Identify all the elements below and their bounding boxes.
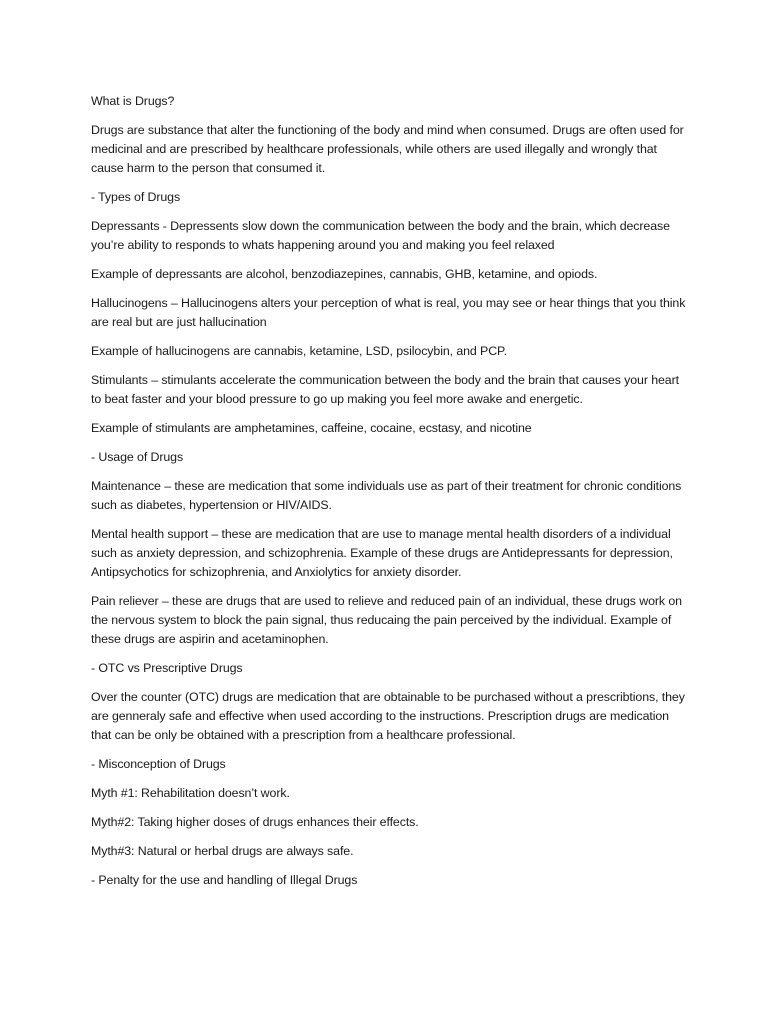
section-heading-usage: - Usage of Drugs [91,450,184,464]
stimulants-example-paragraph: Example of stimulants are amphetamines, caffeine, cocaine, ecstasy, and nicotine [91,421,532,435]
section-heading-penalty: - Penalty for the use and handling of Illegal Drugs [91,873,358,887]
document-title: What is Drugs? [91,94,175,108]
myth-1: Myth #1: Rehabilitation doesn’t work. [91,786,290,800]
hallucinogens-paragraph: Hallucinogens – Hallucinogens alters your perception of what is real, you may see or hear things that you think are real but are just hallucination [91,296,686,329]
depressants-example-paragraph: Example of depressants are alcohol, benzodiazepines, cannabis, GHB, ketamine, and opiods. [91,267,598,281]
otc-paragraph: Over the counter (OTC) drugs are medication that are obtainable to be purchased without a prescribtions, they are genneraly safe and effective when used according to the instructions. Prescription drugs are medication that can be only be obtained with a prescription from a healthcare professional. [91,690,685,742]
myth-3: Myth#3: Natural or herbal drugs are always safe. [91,844,354,858]
intro-paragraph: Drugs are substance that alter the functioning of the body and mind when consumed. Drugs are often used for medicinal and are prescribed by healthcare professionals, while others are used illegally and wrongly that cause harm to the person that consumed it. [91,123,684,175]
myth-2: Myth#2: Taking higher doses of drugs enhances their effects. [91,815,419,829]
hallucinogens-example-paragraph: Example of hallucinogens are cannabis, ketamine, LSD, psilocybin, and PCP. [91,344,507,358]
depressants-paragraph: Depressants - Depressents slow down the communication between the body and the brain, which decrease you’re ability to responds to whats happening around you and making you feel relaxed [91,219,670,252]
section-heading-types: - Types of Drugs [91,190,181,204]
pain-reliever-paragraph: Pain reliever – these are drugs that are used to relieve and reduced pain of an individual, these drugs work on the nervous system to block the pain signal, thus reducaing the pain perceived by the individual. Example of these drugs are aspirin and acetaminophen. [91,594,682,646]
stimulants-paragraph: Stimulants – stimulants accelerate the communication between the body and the brain that causes your heart to beat faster and your blood pressure to go up making you feel more awake and energetic. [91,373,679,406]
section-heading-misconception: - Misconception of Drugs [91,757,226,771]
maintenance-paragraph: Maintenance – these are medication that some individuals use as part of their treatment for chronic conditions such as diabetes, hypertension or HIV/AIDS. [91,479,682,512]
section-heading-otc: - OTC vs Prescriptive Drugs [91,661,243,675]
mental-health-paragraph: Mental health support – these are medication that are use to manage mental health disorders of a individual such as anxiety depression, and schizophrenia. Example of these drugs are Antidepressants for depression, Antipsychotics for schizophrenia, and Anxiolytics for anxiety disorder. [91,527,673,579]
